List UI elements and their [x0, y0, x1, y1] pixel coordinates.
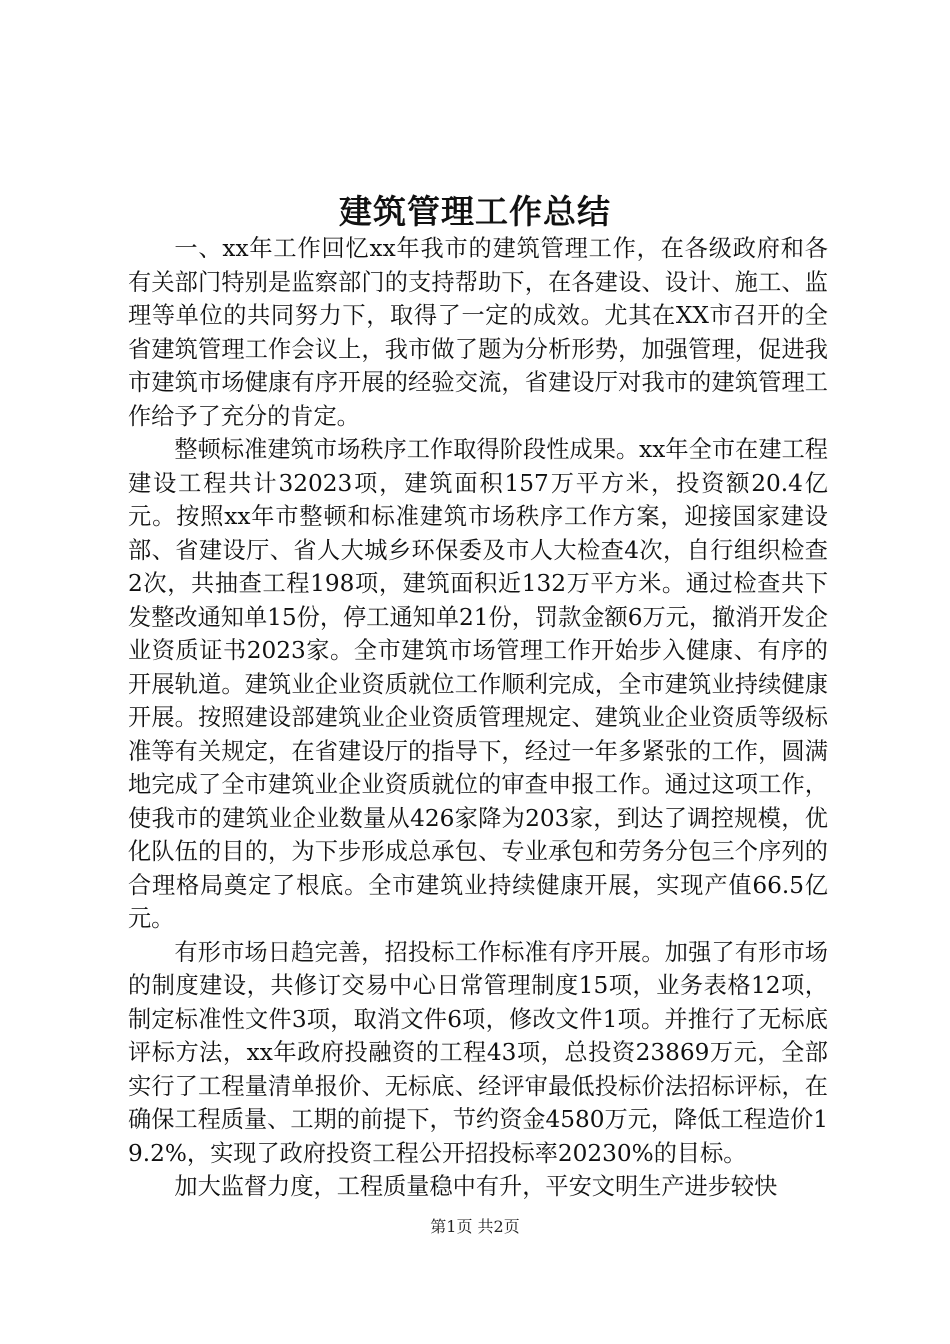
page-footer: 第1页 共2页	[430, 1217, 520, 1236]
document-title: 建筑管理工作总结	[339, 192, 611, 231]
paragraph-review: 一、xx年工作回忆xx年我市的建筑管理工作，在各级政府和各有关部门特别是监察部门的支持帮助下，在各建设、设计、施工、监理等单位的共同努力下，取得了一定的成效。尤其在XX市召开的全省建筑管理工作会议上，我市做了题为分析形势，加强管理，促进我市建筑市场健康有序开展的经验交流，省建设厅对我市的建筑管理工作给予了充分的肯定。	[128, 235, 828, 430]
paragraph-supervision: 加大监督力度，工程质量稳中有升，平安文明生产进步较快	[174, 1173, 778, 1200]
paragraph-market-order: 整顿标准建筑市场秩序工作取得阶段性成果。xx年全市在建工程建设工程共计32023项，建筑面积157万平方米，投资额20.4亿元。按照xx年市整顿和标准建筑市场秩序工作方案，迎接国家建设部、省建设厅、省人大城乡环保委及市人大检查4次，自行组织检查2次，共抽查工程198项，建筑面积近132万平方米。通过检查共下发整改通知单15份，停工通知单21份，罚款金额6万元，撤消开发企业资质证书2023家。全市建筑市场管理工作开始步入健康、有序的开展轨道。建筑业企业资质就位工作顺利完成，全市建筑业持续健康开展。按照建设部建筑业企业资质管理规定、建筑业企业资质等级标准等有关规定，在省建设厅的指导下，经过一年多紧张的工作，圆满地完成了全市建筑业企业资质就位的审查申报工作。通过这项工作，使我市的建筑业企业数量从426家降为203家，到达了调控规模，优化队伍的目的，为下步形成总承包、专业承包和劳务分包三个序列的合理格局奠定了根底。全市建筑业持续健康开展，实现产值66.5亿元。	[128, 436, 828, 932]
paragraph-bidding: 有形市场日趋完善，招投标工作标准有序开展。加强了有形市场的制度建设，共修订交易中心日常管理制度15项，业务表格12项，制定标准性文件3项，取消文件6项，修改文件1项。并推行了无标底评标方法，xx年政府投融资的工程43项，总投资23869万元，全部实行了工程量清单报价、无标底、经评审最低投标价法招标评标，在确保工程质量、工期的前提下，节约资金4580万元，降低工程造价19.2%，实现了政府投资工程公开招投标率20230%的目标。	[128, 938, 828, 1167]
document-body	[128, 232, 828, 1204]
